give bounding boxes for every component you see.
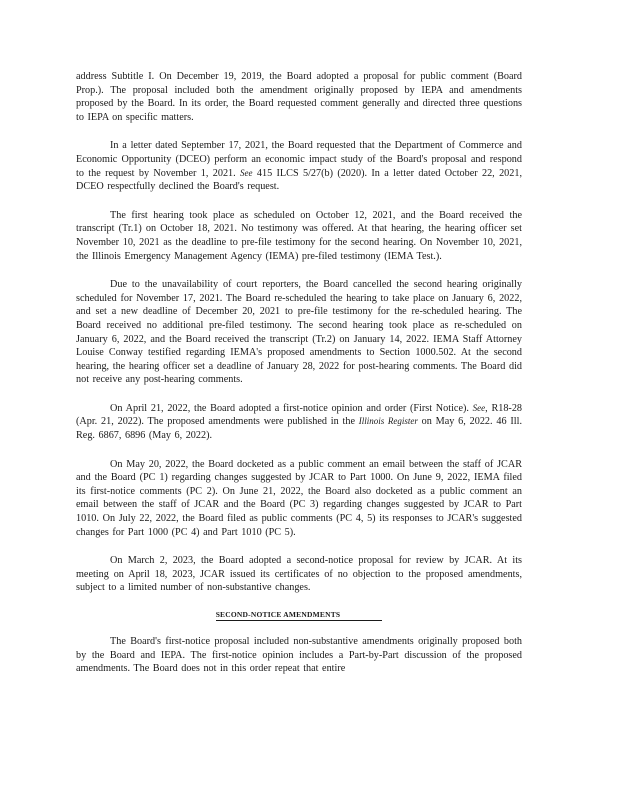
paragraph-first-hearing bbox=[76, 209, 522, 263]
paragraph-text: On May 20, 2022, the Board docketed as a public comment an email between the staff of JCAR and the Board (PC 1) regarding changes suggested by JCAR to Part 1000. On June 9, 2022, IEMA filed its first-notice comments (PC 2). On June 21, 2022, the Board also docketed as a public comment an email between the staff of JCAR and the Board (PC 3) regarding changes suggested by JCAR to Part 1010. On July 22, 2022, the Board filed as public comments (PC 4, 5) its responses to JCAR's suggested changes for Part 1000 (PC 4) and Part 1010 (PC 5). bbox=[76, 458, 522, 538]
section-heading-text: SECOND-NOTICE AMENDMENTS bbox=[216, 610, 383, 621]
illinois-register-citation: Illinois Register bbox=[358, 416, 418, 427]
paragraph-text: The first hearing took place as scheduled on October 12, 2021, and the Board received the transcript (Tr.1) on October 18, 2021. No testimony was offered. At that hearing, the hearing officer set November 10, 2021 as the deadline to pre-file testimony for the second hearing. On November 10, 2021, the Illinois Emergency Management Agency (IEMA) pre-filed testimony (IEMA Test.). bbox=[76, 209, 522, 262]
paragraph-text: 415 ILCS 5/27(b) (2020). In a letter dated October 22, 2021, DCEO respectfully declined the Board's request. bbox=[76, 167, 522, 193]
paragraph-first-notice bbox=[76, 402, 522, 443]
paragraph-board-proposal bbox=[76, 70, 522, 124]
paragraph-text: In a letter dated September 17, 2021, the Board requested that the Department of Commerce and Economic Opportunity (DCEO) perform an economic impact study of the Board's proposal and respond to the request by November 1, 2021. bbox=[76, 140, 522, 179]
paragraph-first-notice-proposal bbox=[76, 635, 522, 676]
see-citation: See bbox=[240, 167, 253, 178]
paragraph-text: The Board's first-notice proposal included non-substantive amendments originally proposed both by the Board and IEPA. The first-notice opinion includes a Part-by-Part discussion of the proposed amendments. The Board does not in this order repeat that entire bbox=[76, 636, 522, 675]
paragraph-second-notice bbox=[76, 554, 522, 595]
paragraph-text: address Subtitle I. On December 19, 2019, the Board adopted a proposal for public comment (Board Prop.). The proposal included both the amendment originally proposed by IEPA and amendments proposed by the Board. In its order, the Board requested comment generally and directed three questions to IEPA on specific matters. bbox=[76, 71, 522, 123]
paragraph-second-hearing bbox=[76, 278, 522, 387]
paragraph-text: On March 2, 2023, the Board adopted a second-notice proposal for review by JCAR. At its meeting on April 18, 2023, JCAR issued its certificates of no objection to the proposed amendments, subject to a limited number of non-substantive changes. bbox=[76, 555, 522, 594]
paragraph-public-comments bbox=[76, 458, 522, 540]
paragraph-text: On April 21, 2022, the Board adopted a first-notice opinion and order (First Notice). bbox=[110, 402, 469, 414]
paragraph-text: , R18-28 (Apr. 21, 2022). The proposed amendments were published in the bbox=[76, 402, 522, 428]
paragraph-text: Due to the unavailability of court reporters, the Board cancelled the second hearing originally scheduled for November 17, 2021. The Board re-scheduled the hearing to take place on January 6, 2022, and set a new deadline of December 20, 2021 to pre-file testimony for the re-scheduled hearing. The Board received no additional pre-filed testimony. The second hearing took place as re-scheduled on January 6, 2022, and the Board received the transcript (Tr.2) on January 14, 2022. IEMA Staff Attorney Louise Conway testified regarding IEMA's proposed amendments to Section 1000.502. At the second hearing, the hearing officer set a deadline of January 28, 2022 for post-hearing comments. The Board did not receive any post-hearing comments. bbox=[76, 279, 522, 386]
paragraph-text: on May 6, 2022. 46 Ill. Reg. 6867, 6896 (May 6, 2022). bbox=[76, 416, 522, 442]
see-citation: See bbox=[472, 402, 486, 413]
document-page bbox=[76, 70, 522, 691]
paragraph-dceo-letter bbox=[76, 139, 522, 193]
section-heading bbox=[76, 610, 522, 621]
